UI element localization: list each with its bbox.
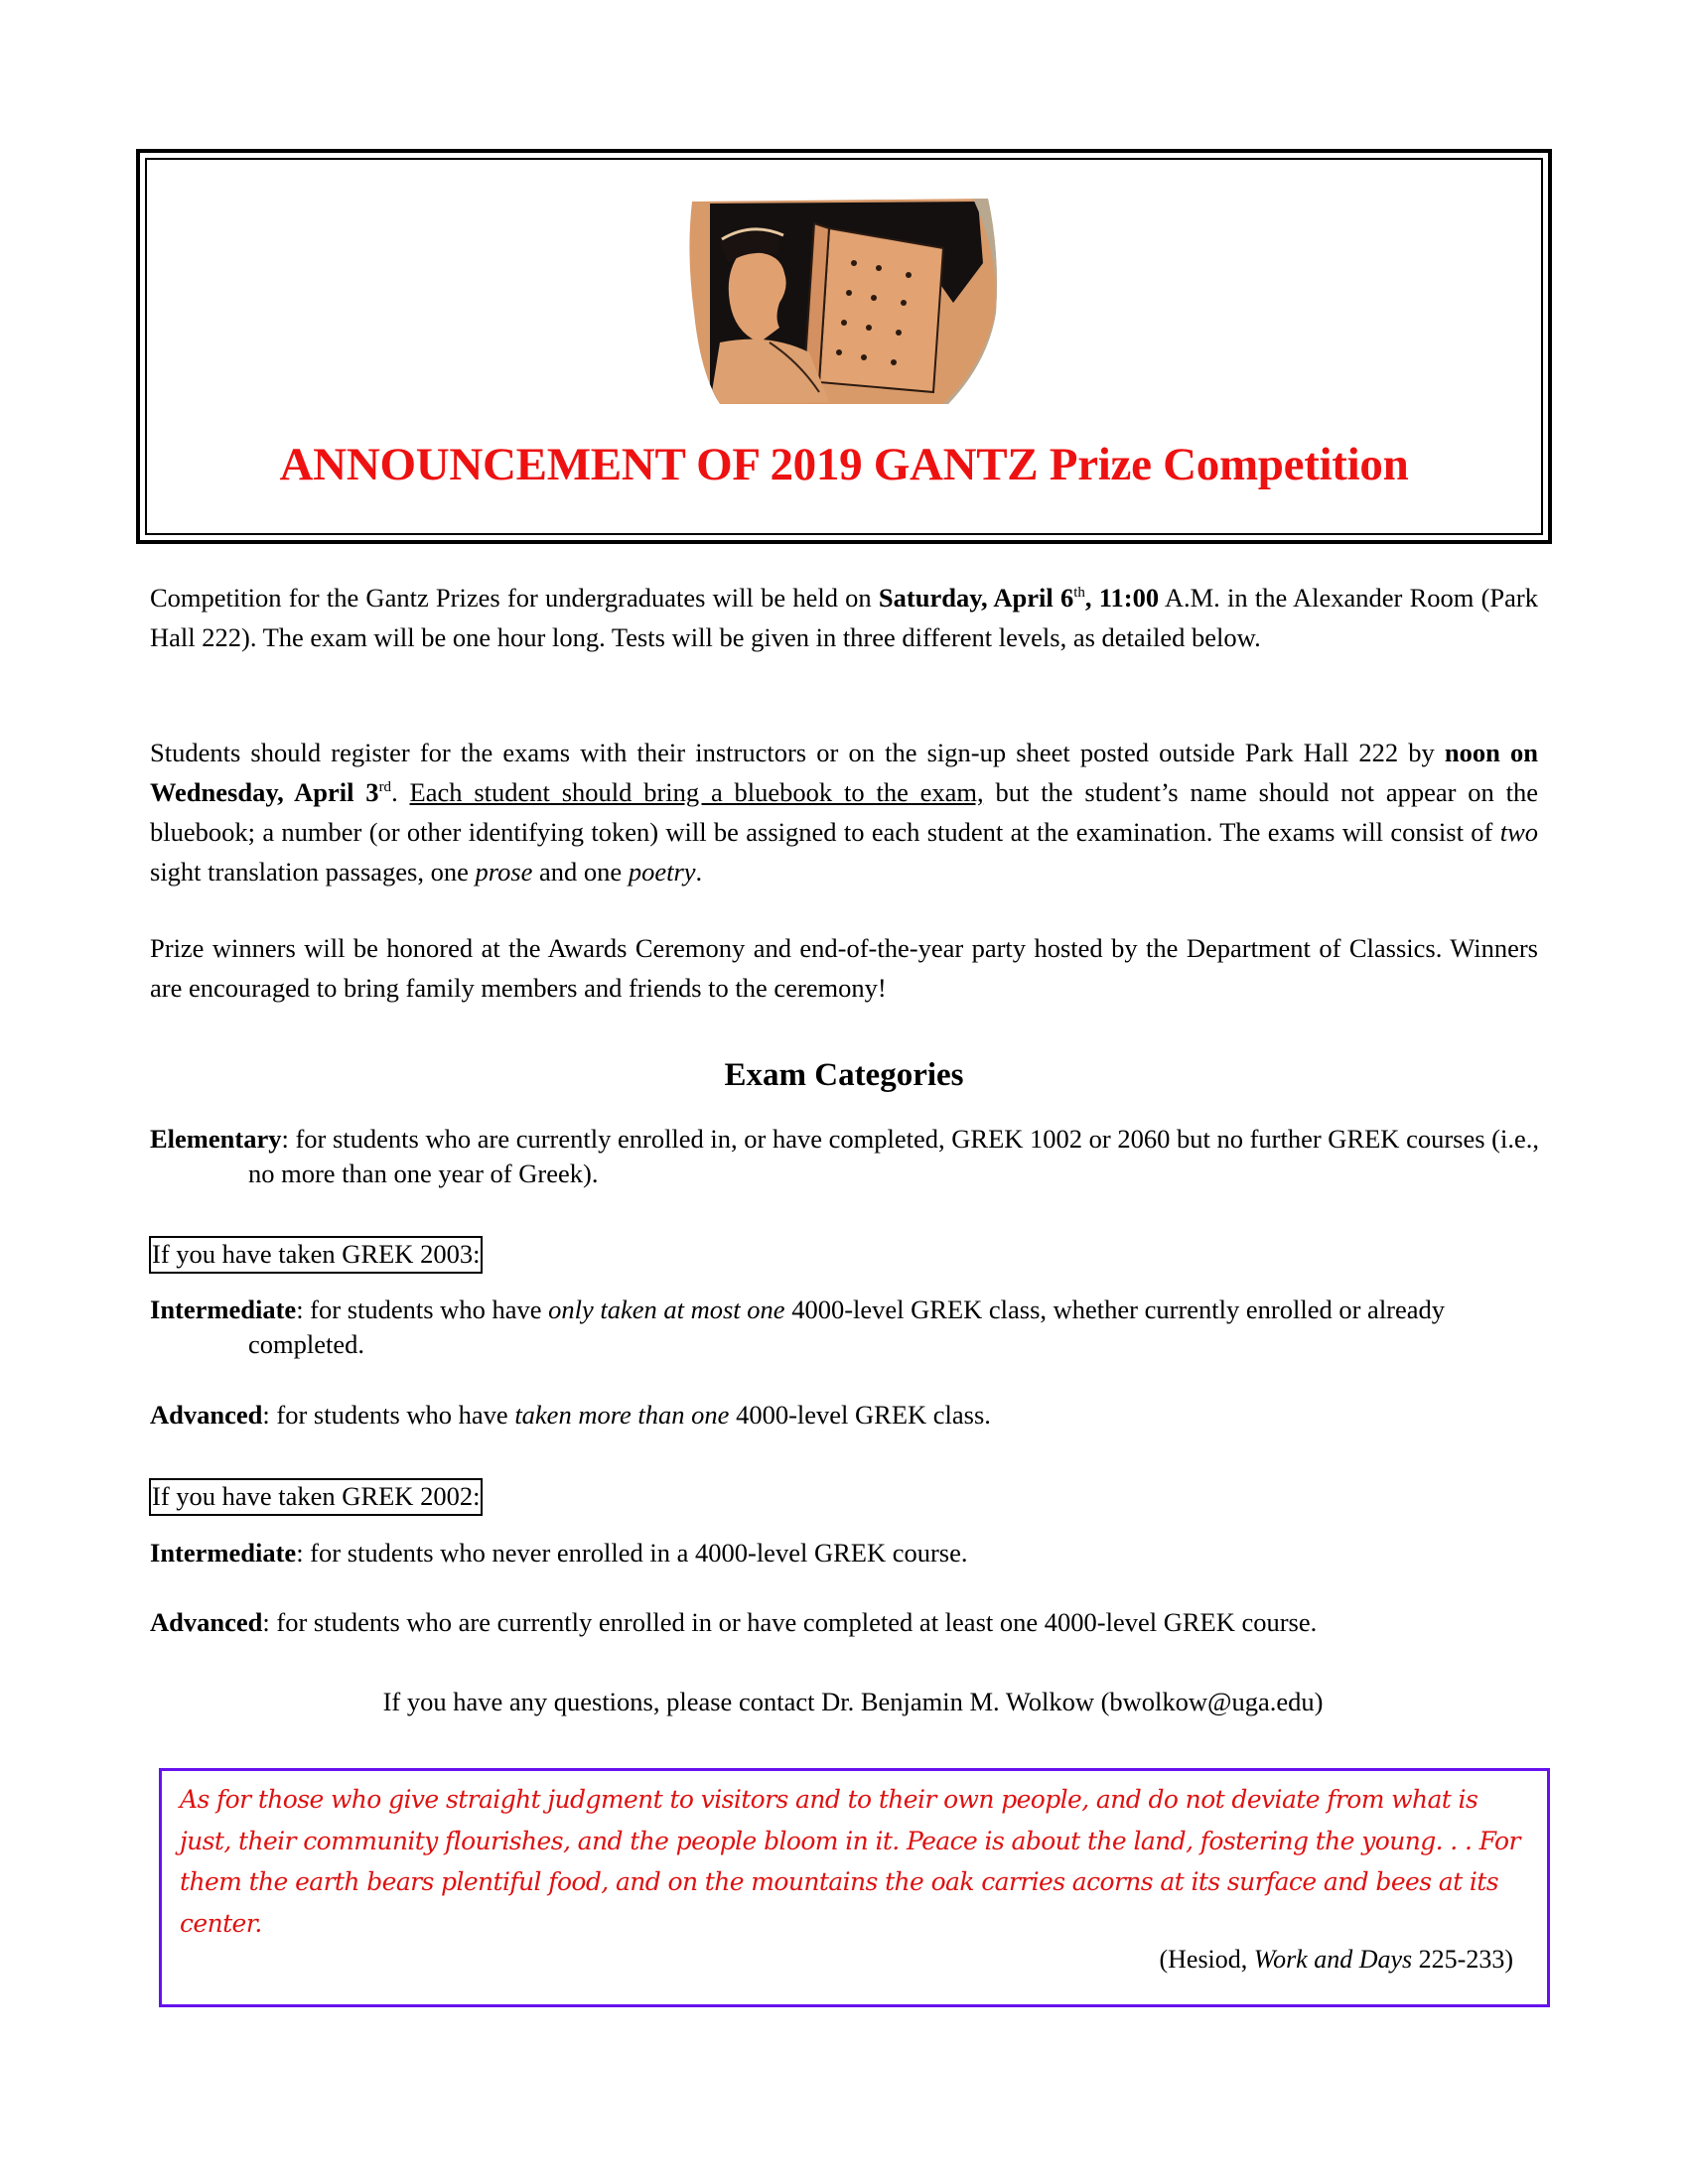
contact-line: If you have any questions, please contact Dr. Benjamin M. Wolkow (bwolkow@uga.edu) — [382, 1687, 1324, 1716]
category-text: : for students who never enrolled in a 4000-level GREK course. — [296, 1538, 968, 1568]
exam-date-suffix: th — [1073, 585, 1085, 601]
category-elementary — [150, 1122, 1550, 1191]
intro-p2-text-d: and one — [532, 857, 629, 887]
intro-p2-text-e: . — [695, 857, 703, 887]
category-label-elementary: Elementary — [150, 1124, 282, 1154]
registration-deadline-suffix: rd — [378, 779, 392, 795]
category-label-advanced: Advanced — [150, 1400, 263, 1430]
emphasis-prose: prose — [475, 857, 533, 887]
citation-author: (Hesiod, — [1159, 1945, 1254, 1974]
category-text: : for students who are currently enrolled in or have completed at least one 4000-level GREK course. — [262, 1607, 1318, 1637]
category-text: : for students who have — [262, 1400, 515, 1430]
emphasis-poetry: poetry — [628, 857, 696, 887]
intro-paragraph-2 — [150, 733, 1538, 891]
hesiod-quote-box — [159, 1768, 1550, 2007]
intro-p1-text-a: Competition for the Gantz Prizes for undergraduates will be held on — [150, 583, 879, 613]
bluebook-requirement: Each student should bring a bluebook to the exam, — [409, 777, 984, 807]
category-intermediate-2002 — [150, 1536, 1550, 1570]
intro-paragraph-1 — [150, 578, 1538, 657]
intro-paragraph-3: Prize winners will be honored at the Awards Ceremony and end-of-the-year party hosted by the Department of Classics. Winners are encouraged to bring family members and friends to the ceremony! — [150, 933, 1538, 1003]
intro-p1-text-b: in the Alexander Room (Park Hall 222). The exam will be one hour long. Tests will be given in three different levels, as detailed below. — [150, 583, 1538, 652]
intro-p2-text-c: sight translation passages, one — [150, 857, 476, 887]
category-intermediate-2003 — [150, 1293, 1550, 1362]
category-text: : for students who have — [296, 1295, 549, 1324]
category-text: 4000-level GREK class. — [729, 1400, 991, 1430]
citation-lines: 225-233) — [1412, 1945, 1513, 1974]
emphasis-two: two — [1499, 817, 1538, 847]
intro-p2-text-b: but the student’s name should not appear on the bluebook; a number (or other identifying token) will be assigned to each student at the examination. The exams will consist of — [150, 777, 1539, 847]
category-label-advanced: Advanced — [150, 1607, 263, 1637]
quote-citation — [1159, 1940, 1513, 1979]
category-advanced-2003 — [150, 1398, 1550, 1433]
exam-time: , 11:00 — [1084, 583, 1160, 613]
registration-deadline: noon on Wednesday, April 3 — [150, 738, 1538, 807]
category-text: 4000-level GREK class, whether currently enrolled or already completed. — [248, 1295, 1446, 1359]
category-advanced-2002 — [150, 1605, 1550, 1640]
category-label-intermediate: Intermediate — [150, 1538, 297, 1568]
citation-work-title: Work and Days — [1253, 1945, 1413, 1974]
quote-text: As for those who give straight judgment to visitors and to their own people, and do not deviate from what is just, their community flourishes, and the people bloom in it. Peace is about the land, fostering the young. . . For them the earth bears plentiful food, and on the mountains the oak carries acorns at its surface and bees at its center. — [180, 1785, 1520, 1938]
category-text-elementary: : for students who are currently enrolled in, or have completed, GREK 1002 or 2060 but no further GREK courses (i.e., no more than one year of Greek). — [248, 1124, 1539, 1188]
exam-date: Saturday, April 6 — [878, 583, 1074, 613]
announcement-title: ANNOUNCEMENT OF 2019 GANTZ Prize Competition — [279, 439, 1409, 490]
group-label-grek-2003: If you have taken GREK 2003: — [149, 1236, 483, 1274]
exam-time-suffix: A.M. — [1159, 583, 1220, 613]
intro-p2-period: . — [391, 777, 410, 807]
category-label-intermediate: Intermediate — [150, 1295, 297, 1324]
group-label-grek-2002: If you have taken GREK 2002: — [149, 1478, 483, 1516]
greek-vase-fragment-image — [680, 194, 1008, 407]
category-emphasis: only taken at most one — [548, 1295, 785, 1324]
intro-p2-text-a: Students should register for the exams with their instructors or on the sign-up sheet posted outside Park Hall 222 by — [150, 738, 1445, 767]
exam-categories-heading: Exam Categories — [724, 1057, 964, 1093]
category-emphasis: taken more than one — [514, 1400, 730, 1430]
